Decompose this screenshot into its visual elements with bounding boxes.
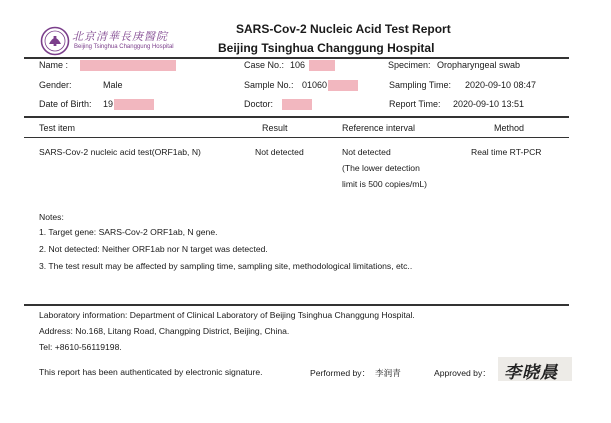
notes-divider	[24, 304, 569, 306]
info-divider	[24, 116, 569, 118]
performed-by-name: 李润青	[375, 369, 401, 379]
dob-value: 19	[103, 99, 114, 109]
cell-result: Not detected	[255, 147, 304, 157]
case-no-label: Case No.:	[244, 60, 285, 70]
col-header-reference: Reference interval	[342, 123, 416, 133]
report-time-value: 2020-09-10 13:51	[453, 99, 525, 109]
note-item-1: 1. Target gene: SARS-Cov-2 ORF1ab, N gene.	[39, 227, 218, 237]
name-label: Name :	[39, 60, 69, 70]
case-no-value: 106	[290, 60, 306, 70]
performed-by-label: Performed by：	[310, 368, 371, 378]
sampling-time-label: Sampling Time:	[389, 80, 452, 90]
cell-reference-line-2: (The lower detection	[342, 163, 420, 173]
case-no-redaction	[309, 60, 335, 71]
table-header-divider	[24, 137, 569, 138]
name-redaction	[80, 60, 176, 71]
note-item-3: 3. The test result may be affected by sampling time, sampling site, methodological limitations, etc..	[39, 261, 413, 271]
specimen-label: Specimen:	[388, 60, 431, 70]
doctor-redaction	[282, 99, 312, 110]
cell-reference-line-3: limit is 500 copies/mL)	[342, 179, 428, 189]
dob-label: Date of Birth:	[39, 99, 92, 109]
sample-no-value: 01060	[302, 80, 328, 90]
col-header-test-item: Test item	[39, 123, 76, 133]
sampling-time-value: 2020-09-10 08:47	[465, 80, 537, 90]
lab-tel: Tel: +8610-56119198.	[39, 342, 122, 352]
lab-address: Address: No.168, Litang Road, Changping District, Beijing, China.	[39, 326, 290, 336]
hospital-seal-icon	[40, 26, 70, 56]
header-divider	[24, 57, 569, 59]
dob-redaction	[114, 99, 154, 110]
specimen-value: Oropharyngeal swab	[437, 60, 521, 70]
cell-reference-line-1: Not detected	[342, 147, 391, 157]
doctor-label: Doctor:	[244, 99, 274, 109]
cell-test-item: SARS-Cov-2 nucleic acid test(ORF1ab, N)	[39, 147, 201, 157]
sample-no-label: Sample No.:	[244, 80, 294, 90]
notes-heading: Notes:	[39, 212, 64, 222]
report-time-label: Report Time:	[389, 99, 441, 109]
cell-method: Real time RT-PCR	[471, 147, 542, 157]
logo-chinese-name: 北京清華長庚醫院	[72, 30, 168, 43]
sample-no-redaction	[328, 80, 358, 91]
auth-statement: This report has been authenticated by electronic signature.	[39, 367, 263, 377]
report-title: SARS-Cov-2 Nucleic Acid Test Report	[236, 22, 451, 36]
hospital-name: Beijing Tsinghua Changgung Hospital	[218, 41, 435, 55]
approved-by-label: Approved by：	[434, 368, 491, 378]
col-header-method: Method	[494, 123, 525, 133]
note-item-2: 2. Not detected: Neither ORF1ab nor N target was detected.	[39, 244, 268, 254]
gender-value: Male	[103, 80, 123, 90]
col-header-result: Result	[262, 123, 288, 133]
hospital-logo	[40, 26, 226, 56]
approver-signature: 李晓晨	[504, 363, 558, 383]
lab-info: Laboratory information: Department of Clinical Laboratory of Beijing Tsinghua Changgung Hospital.	[39, 310, 415, 320]
logo-english-name: Beijing Tsinghua Changgung Hospital	[74, 44, 174, 50]
gender-label: Gender:	[39, 80, 72, 90]
